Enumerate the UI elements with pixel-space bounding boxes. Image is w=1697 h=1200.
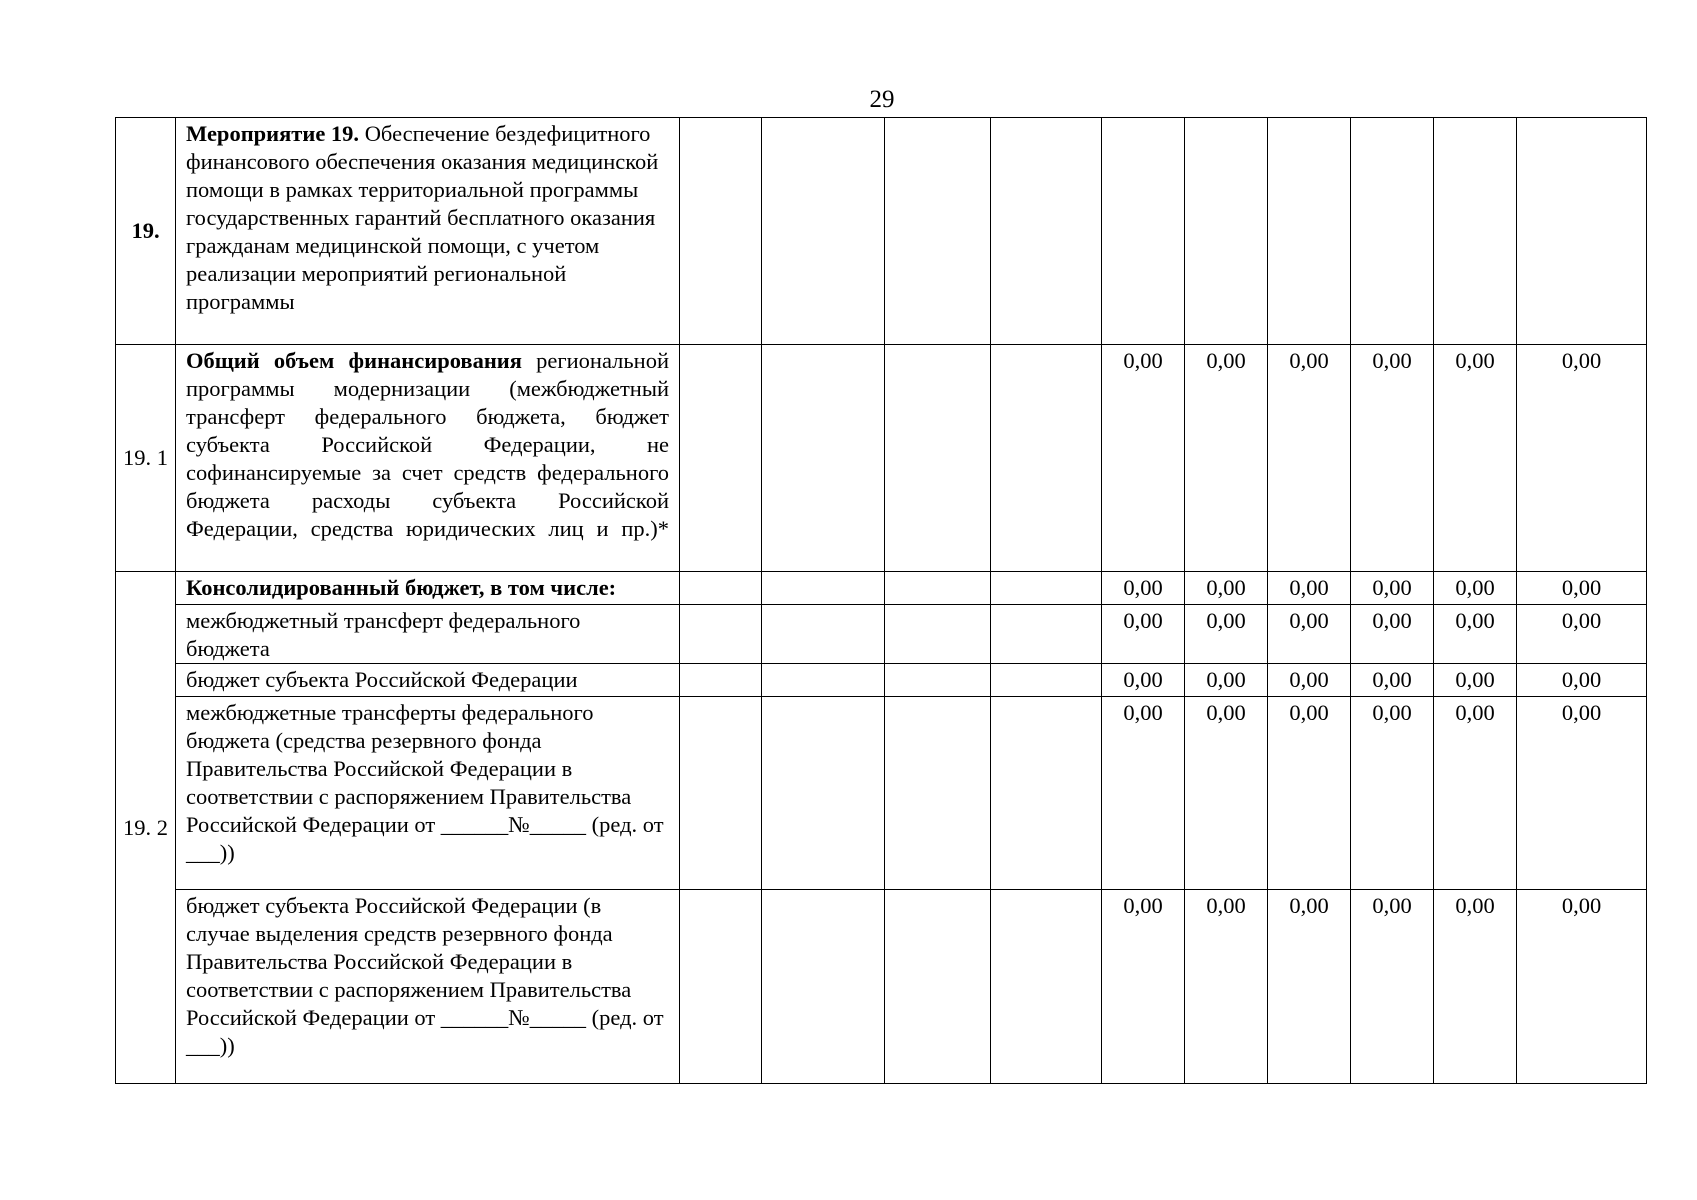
row-description: Общий объем финансирования региональной программы модернизации (межбюджетный трансферт федерального бюджета, бюджет субъекта Российской Федерации, не софинансируемые за счет средств федерального бюджета расходы субъекта Российской Федерации, средства юридических лиц и пр.)* [176, 345, 680, 572]
row-description: межбюджетный трансферт федерального бюджета [176, 605, 680, 664]
empty-cell [762, 664, 885, 697]
value-cell: 0,00 [1185, 572, 1268, 605]
value-cell: 0,00 [1102, 572, 1185, 605]
table-row [116, 605, 1647, 664]
value-cell: 0,00 [1268, 664, 1351, 697]
table-row [116, 345, 1647, 572]
value-cell: 0,00 [1517, 572, 1647, 605]
table-row [116, 697, 1647, 890]
empty-cell [991, 890, 1102, 1084]
value-cell: 0,00 [1185, 345, 1268, 572]
empty-cell [762, 890, 885, 1084]
value-cell: 0,00 [1102, 664, 1185, 697]
row-description: бюджет субъекта Российской Федерации (в случае выделения средств резервного фонда Правительства Российской Федерации в соответствии с распоряжением Правительства Российской Федерации от ______№_____ (ред. от ___)) [176, 890, 680, 1084]
value-cell: 0,00 [1434, 890, 1517, 1084]
value-cell: 0,00 [1351, 697, 1434, 890]
empty-cell [680, 118, 762, 345]
value-cell: 0,00 [1351, 572, 1434, 605]
empty-cell [991, 118, 1102, 345]
row-number: 19. 1 [116, 345, 176, 572]
empty-cell [762, 572, 885, 605]
row-description: бюджет субъекта Российской Федерации [176, 664, 680, 697]
value-cell: 0,00 [1517, 664, 1647, 697]
value-cell: 0,00 [1434, 697, 1517, 890]
empty-cell [1268, 118, 1351, 345]
value-cell: 0,00 [1434, 572, 1517, 605]
value-cell: 0,00 [1434, 345, 1517, 572]
row-description: межбюджетные трансферты федерального бюджета (средства резервного фонда Правительства Российской Федерации в соответствии с распоряжением Правительства Российской Федерации от ______№_____ (ред. от ___)) [176, 697, 680, 890]
empty-cell [680, 697, 762, 890]
value-cell: 0,00 [1185, 697, 1268, 890]
empty-cell [1434, 118, 1517, 345]
empty-cell [991, 572, 1102, 605]
page-number: 29 [869, 86, 895, 113]
value-cell: 0,00 [1185, 664, 1268, 697]
empty-cell [885, 697, 991, 890]
table-row [116, 890, 1647, 1084]
empty-cell [762, 605, 885, 664]
value-cell: 0,00 [1517, 605, 1647, 664]
value-cell: 0,00 [1434, 664, 1517, 697]
value-cell: 0,00 [1268, 605, 1351, 664]
empty-cell [885, 890, 991, 1084]
value-cell: 0,00 [1102, 345, 1185, 572]
empty-cell [762, 118, 885, 345]
table-row [116, 118, 1647, 345]
value-cell: 0,00 [1268, 697, 1351, 890]
value-cell: 0,00 [1268, 572, 1351, 605]
empty-cell [885, 664, 991, 697]
value-cell: 0,00 [1351, 345, 1434, 572]
empty-cell [680, 605, 762, 664]
empty-cell [885, 118, 991, 345]
empty-cell [1351, 118, 1434, 345]
empty-cell [991, 605, 1102, 664]
empty-cell [680, 572, 762, 605]
value-cell: 0,00 [1351, 890, 1434, 1084]
empty-cell [680, 664, 762, 697]
empty-cell [991, 664, 1102, 697]
empty-cell [885, 605, 991, 664]
row-number: 19. 2 [116, 572, 176, 1084]
row-number: 19. [116, 118, 176, 345]
value-cell: 0,00 [1434, 605, 1517, 664]
financing-table [115, 117, 1647, 1084]
empty-cell [885, 345, 991, 572]
value-cell: 0,00 [1102, 697, 1185, 890]
empty-cell [885, 572, 991, 605]
value-cell: 0,00 [1351, 664, 1434, 697]
table-row [116, 664, 1647, 697]
empty-cell [762, 697, 885, 890]
row-description: Мероприятие 19. Обеспечение бездефицитного финансового обеспечения оказания медицинской помощи в рамках территориальной программы государственных гарантий бесплатного оказания гражданам медицинской помощи, с учетом реализации мероприятий региональной программы [176, 118, 680, 345]
empty-cell [1517, 118, 1647, 345]
value-cell: 0,00 [1102, 890, 1185, 1084]
row-description: Консолидированный бюджет, в том числе: [176, 572, 680, 605]
empty-cell [1102, 118, 1185, 345]
value-cell: 0,00 [1185, 890, 1268, 1084]
value-cell: 0,00 [1517, 697, 1647, 890]
value-cell: 0,00 [1268, 890, 1351, 1084]
empty-cell [1185, 118, 1268, 345]
value-cell: 0,00 [1517, 345, 1647, 572]
value-cell: 0,00 [1517, 890, 1647, 1084]
value-cell: 0,00 [1102, 605, 1185, 664]
empty-cell [991, 345, 1102, 572]
empty-cell [680, 345, 762, 572]
value-cell: 0,00 [1268, 345, 1351, 572]
value-cell: 0,00 [1351, 605, 1434, 664]
empty-cell [762, 345, 885, 572]
table-row [116, 572, 1647, 605]
value-cell: 0,00 [1185, 605, 1268, 664]
empty-cell [680, 890, 762, 1084]
empty-cell [991, 697, 1102, 890]
